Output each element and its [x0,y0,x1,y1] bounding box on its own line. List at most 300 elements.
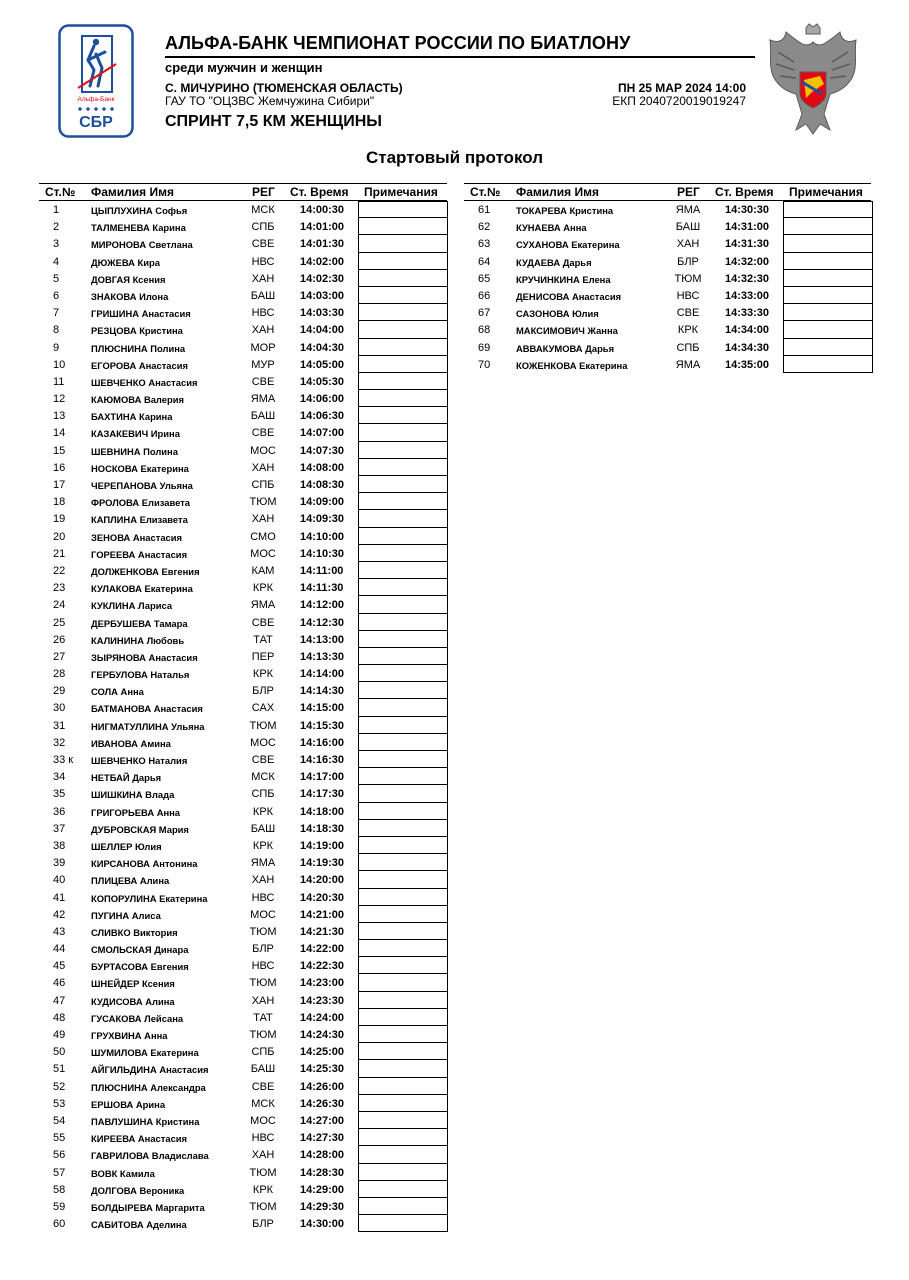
region-code: БАШ [675,221,701,234]
table-header [464,183,871,201]
athlete-name: КОПОРУЛИНА Екатерина [91,892,208,904]
start-time: 14:26:30 [300,1097,345,1110]
table-row [39,1198,447,1215]
table-row [464,321,871,338]
athlete-name: ДЕРБУШЕВА Тамара [91,617,188,629]
start-time: 14:16:00 [300,736,345,749]
table-row [39,648,447,665]
start-number: 36 [53,805,66,818]
region-code: КРК [252,805,274,818]
athlete-name: ФРОЛОВА Елизавета [91,497,190,509]
athlete-name: САБИТОВА Аделина [91,1219,187,1231]
table-row [39,510,447,527]
start-number: 58 [53,1183,66,1196]
col-header-start-time: Ст. Время [290,185,349,199]
event-place: С. МИЧУРИНО (ТЮМЕНСКАЯ ОБЛАСТЬ) [165,81,403,95]
start-time: 14:29:00 [300,1183,345,1196]
table-row [39,562,447,579]
region-code: МОР [250,341,276,354]
notes-cell [358,528,448,545]
table-row [39,596,447,613]
athlete-name: НЕТБАЙ Дарья [91,772,162,784]
region-code: ХАН [251,324,275,337]
region-code: ТЮМ [249,1029,277,1041]
region-code: ХАН [251,1149,275,1162]
table-row [39,579,447,596]
notes-cell [358,768,448,785]
notes-cell [358,1215,448,1232]
athlete-name: ШЕВНИНА Полина [91,445,178,457]
start-time: 14:20:00 [300,874,345,887]
region-code: СВЕ [251,375,275,388]
start-time: 14:08:30 [300,479,345,491]
athlete-name: КАЮМОВА Валерия [91,394,184,406]
start-number: 40 [53,874,66,887]
table-row [39,768,447,785]
sbr-logo [58,24,134,138]
notes-cell [783,235,873,252]
event-venue: ГАУ ТО "ОЦЗВС Жемчужина Сибири" [165,94,375,108]
notes-cell [358,837,448,854]
start-time: 14:30:00 [300,1218,345,1231]
athlete-name: БАТМАНОВА Анастасия [91,703,203,715]
start-time: 14:20:30 [300,891,345,904]
notes-cell [783,339,873,356]
notes-cell [358,871,448,888]
start-time: 14:02:00 [300,255,345,268]
start-time: 14:11:00 [300,564,344,577]
region-code: ЯМА [675,358,701,371]
athlete-name: АЙГИЛЬДИНА Анастасия [91,1064,209,1076]
region-code: МОС [250,444,276,457]
region-code: ЯМА [250,393,276,406]
start-time: 14:31:00 [725,221,770,234]
notes-cell [358,734,448,751]
start-number: 42 [53,908,66,921]
table-row [39,785,447,802]
notes-cell [358,957,448,974]
table-row [39,201,447,218]
notes-cell [358,459,448,476]
start-number: 57 [53,1166,66,1179]
start-time: 14:05:00 [300,358,345,371]
start-number: 18 [53,496,66,509]
start-number: 28 [53,668,66,681]
notes-cell [358,785,448,802]
start-time: 14:31:30 [725,238,770,251]
start-number: 53 [53,1097,66,1110]
notes-cell [358,992,448,1009]
region-code: ТЮМ [249,719,277,732]
athlete-name: ПАВЛУШИНА Кристина [91,1115,200,1127]
notes-cell [783,270,873,287]
table-row [39,493,447,510]
start-time: 14:06:30 [300,410,345,423]
table-row [39,854,447,871]
start-time: 14:01:00 [300,221,345,234]
notes-cell [358,218,448,235]
region-code: МОС [250,1114,276,1127]
athlete-name: СЛИВКО Виктория [91,926,178,938]
start-time: 14:17:30 [300,788,345,801]
start-number: 67 [478,307,491,320]
start-number: 33 к [53,754,74,766]
table-row [464,235,871,252]
start-time: 14:23:30 [300,994,345,1007]
region-code: САХ [251,702,275,715]
region-code: ХАН [251,513,275,526]
notes-cell [358,424,448,441]
region-code: КРК [252,1183,274,1196]
table-row [464,356,871,373]
start-number: 68 [478,324,491,337]
table-row [39,871,447,888]
athlete-name: КОЖЕНКОВА Екатерина [516,359,628,371]
start-number: 34 [53,771,66,784]
start-time: 14:10:30 [300,547,345,560]
region-code: ТАТ [253,1011,273,1024]
start-number: 4 [53,255,60,268]
start-time: 14:09:30 [300,513,345,526]
table-row [464,201,871,218]
start-time: 14:27:00 [300,1114,345,1127]
table-row [39,906,447,923]
start-number: 37 [53,822,66,835]
table-row [464,253,871,270]
region-code: ЯМА [250,857,276,870]
start-time: 14:03:00 [300,289,345,302]
col-header-start-no: Ст.№ [470,185,501,199]
start-number: 29 [53,685,66,698]
notes-cell [358,562,448,579]
start-number: 48 [53,1011,66,1024]
athlete-name: ШЕЛЛЕР Юлия [91,840,162,852]
athlete-name: ДОЛЖЕНКОВА Евгения [91,565,200,577]
table-row [39,957,447,974]
start-number: 21 [53,547,66,560]
athlete-name: АВВАКУМОВА Дарья [516,342,615,354]
notes-cell [358,270,448,287]
start-number: 19 [53,513,66,526]
notes-cell [783,201,873,218]
table-row [39,253,447,270]
race-name: СПРИНТ 7,5 КМ ЖЕНЩИНЫ [165,113,382,130]
start-number: 38 [53,839,66,852]
notes-cell [358,682,448,699]
start-number: 10 [53,358,66,371]
start-time: 14:19:00 [300,839,345,852]
start-number: 16 [53,461,66,474]
start-number: 32 [53,736,66,749]
start-number: 20 [53,530,66,543]
start-number: 2 [53,221,60,234]
table-row [464,218,871,235]
notes-cell [783,304,873,321]
table-row [39,682,447,699]
athlete-name: ШЕВЧЕНКО Анастасия [91,376,198,388]
athlete-name: ТОКАРЕВА Кристина [516,205,614,216]
notes-cell [358,235,448,252]
athlete-name: СОЛА Анна [91,686,144,698]
region-code: СПБ [251,479,275,491]
notes-cell [358,1095,448,1112]
athlete-name: САЗОНОВА Юлия [516,308,599,320]
table-row [464,339,871,356]
athlete-name: ЗНАКОВА Илона [91,290,169,302]
start-number: 5 [53,272,60,285]
region-code: МСК [251,204,275,216]
athlete-name: ПЛИЦЕВА Алина [91,875,170,887]
athlete-name: ПЛЮСНИНА Александра [91,1081,206,1093]
notes-cell [358,339,448,356]
region-code: БЛР [252,685,274,698]
start-number: 8 [53,324,60,337]
athlete-name: НОСКОВА Екатерина [91,462,189,474]
region-code: ЯМА [250,599,276,612]
region-code: ХАН [251,272,275,285]
table-row [39,339,447,356]
notes-cell [358,889,448,906]
athlete-name: ЧЕРЕПАНОВА Ульяна [91,480,193,491]
region-code: МУР [251,358,275,371]
start-number: 13 [53,410,66,423]
notes-cell [783,218,873,235]
start-number: 61 [478,204,491,216]
athlete-name: ШИШКИНА Влада [91,789,175,801]
region-code: БАШ [250,1063,276,1076]
start-time: 14:13:30 [300,650,345,663]
table-row [39,1043,447,1060]
start-time: 14:24:30 [300,1029,345,1041]
region-code: МОС [250,736,276,749]
start-time: 14:28:30 [300,1166,345,1179]
table-body [39,201,447,1232]
athlete-name: КИРСАНОВА Антонина [91,858,198,870]
region-code: БЛР [252,1218,274,1231]
athlete-name: КАЛИНИНА Любовь [91,634,185,646]
notes-cell [358,631,448,648]
table-row [39,1146,447,1163]
region-code: НВС [676,289,700,302]
start-number: 52 [53,1080,66,1093]
start-number: 23 [53,582,66,595]
notes-cell [358,356,448,373]
table-row [464,270,871,287]
start-time: 14:09:00 [300,496,345,509]
brand-logo-text: СБР [79,114,113,131]
start-number: 15 [53,444,66,457]
start-time: 14:33:30 [725,307,770,320]
athlete-name: ДОЛГОВА Вероника [91,1184,185,1196]
region-code: СПБ [251,1046,275,1059]
notes-cell [358,1146,448,1163]
region-code: БАШ [250,289,276,302]
region-code: НВС [251,255,275,268]
protocol-title: Стартовый протокол [366,148,543,167]
athlete-name: ШУМИЛОВА Екатерина [91,1047,199,1059]
table-row [39,1078,447,1095]
table-row [39,356,447,373]
table-row [39,476,447,493]
notes-cell [358,1026,448,1043]
start-time: 14:10:00 [300,530,345,543]
athlete-name: ГАВРИЛОВА Владислава [91,1150,209,1162]
start-number: 55 [53,1132,66,1145]
athlete-name: КУДАЕВА Дарья [516,256,592,268]
start-number: 70 [478,358,491,371]
start-number: 43 [53,925,66,938]
table-row [39,235,447,252]
notes-cell [358,1112,448,1129]
notes-cell [358,1164,448,1181]
region-code: ТЮМ [249,496,277,509]
start-time: 14:01:30 [300,238,345,251]
region-code: МСК [251,771,275,784]
table-row [39,528,447,545]
table-row [39,218,447,235]
region-code: СМО [250,530,276,543]
region-code: БЛР [677,255,699,268]
athlete-name: ЗЕНОВА Анастасия [91,531,182,543]
table-body [464,201,871,373]
notes-cell [783,287,873,304]
notes-cell [358,253,448,270]
region-code: СВЕ [676,307,700,320]
bank-logo-text: Альфа-Банк [77,96,115,103]
notes-cell [358,699,448,716]
region-code: НВС [251,960,275,973]
start-list-left [39,183,447,1232]
start-number: 25 [53,616,66,629]
table-row [464,304,871,321]
table-row [39,287,447,304]
athlete-name: КУКЛИНА Лариса [91,600,173,612]
athlete-name: ДУБРОВСКАЯ Мария [91,823,189,835]
start-time: 14:04:30 [300,341,345,354]
start-time: 14:18:00 [300,805,345,818]
table-row [39,837,447,854]
start-time: 14:34:30 [725,341,770,354]
region-code: ХАН [251,994,275,1007]
notes-cell [358,442,448,459]
region-code: КРК [252,668,274,681]
athlete-name: БАХТИНА Карина [91,411,173,423]
table-row [39,1164,447,1181]
start-time: 14:14:00 [300,668,345,681]
start-time: 14:07:30 [300,444,345,457]
notes-cell [783,356,873,373]
notes-cell [358,648,448,665]
start-time: 14:04:00 [300,324,345,337]
notes-cell [358,304,448,321]
start-number: 30 [53,702,66,715]
athlete-name: ДЕНИСОВА Анастасия [516,290,622,302]
athlete-name: ИВАНОВА Амина [91,737,171,749]
start-time: 14:12:00 [300,599,345,612]
notes-cell [358,373,448,390]
athlete-name: ЦЫПЛУХИНА Софья [91,205,188,216]
region-code: СВЕ [251,238,275,251]
table-row [39,974,447,991]
start-number: 59 [53,1200,66,1213]
athlete-name: СМОЛЬСКАЯ Динара [91,944,189,956]
col-header-start-time: Ст. Время [715,185,774,199]
start-time: 14:26:00 [300,1080,345,1093]
notes-cell [358,1060,448,1077]
athlete-name: МАКСИМОВИЧ Жанна [516,325,618,337]
notes-cell [358,1129,448,1146]
region-code: ТЮМ [249,1166,277,1179]
start-time: 14:15:00 [300,702,345,715]
start-time: 14:17:00 [300,771,345,784]
start-number: 60 [53,1218,66,1231]
region-code: ХАН [251,874,275,887]
region-code: СВЕ [251,616,275,629]
table-row [39,614,447,631]
athlete-name: ВОВК Камила [91,1167,155,1179]
notes-cell [358,1009,448,1026]
start-number: 41 [53,891,66,904]
table-row [39,803,447,820]
start-time: 14:25:00 [300,1046,345,1059]
start-number: 14 [53,427,66,440]
start-number: 50 [53,1046,66,1059]
athlete-name: КИРЕЕВА Анастасия [91,1133,188,1145]
start-number: 46 [53,977,66,990]
start-number: 56 [53,1149,66,1162]
notes-cell [358,579,448,596]
start-time: 14:16:30 [300,754,345,766]
athlete-name: КАПЛИНА Елизавета [91,514,188,526]
table-row [39,699,447,716]
table-row [39,459,447,476]
region-code: ПЕР [251,650,275,663]
table-header [39,183,447,201]
notes-cell [358,407,448,424]
page-subtitle: среди мужчин и женщин [165,60,323,75]
start-number: 63 [478,238,491,251]
table-row [39,407,447,424]
start-number: 45 [53,960,66,973]
notes-cell [358,1043,448,1060]
athlete-name: КРУЧИНКИНА Елена [516,273,611,285]
start-time: 14:32:30 [725,272,770,285]
table-row [39,1215,447,1232]
notes-cell [358,940,448,957]
notes-cell [358,1078,448,1095]
athlete-name: ГУСАКОВА Лейсана [91,1012,184,1024]
table-row [39,889,447,906]
start-number: 26 [53,633,66,646]
start-number: 12 [53,393,66,406]
athlete-name: СУХАНОВА Екатерина [516,239,620,251]
athlete-name: КУНАЕВА Анна [516,222,587,234]
table-row [39,1026,447,1043]
start-time: 14:06:00 [300,393,345,406]
table-row [39,940,447,957]
table-row [39,923,447,940]
table-row [39,270,447,287]
athlete-name: ГОРЕЕВА Анастасия [91,548,188,560]
region-code: МОС [250,547,276,560]
region-code: СПБ [251,788,275,801]
table-row [39,820,447,837]
col-header-name: Фамилия Имя [91,185,175,199]
region-code: СВЕ [251,1080,275,1093]
start-list-right [464,183,871,373]
notes-cell [358,974,448,991]
notes-cell [358,614,448,631]
